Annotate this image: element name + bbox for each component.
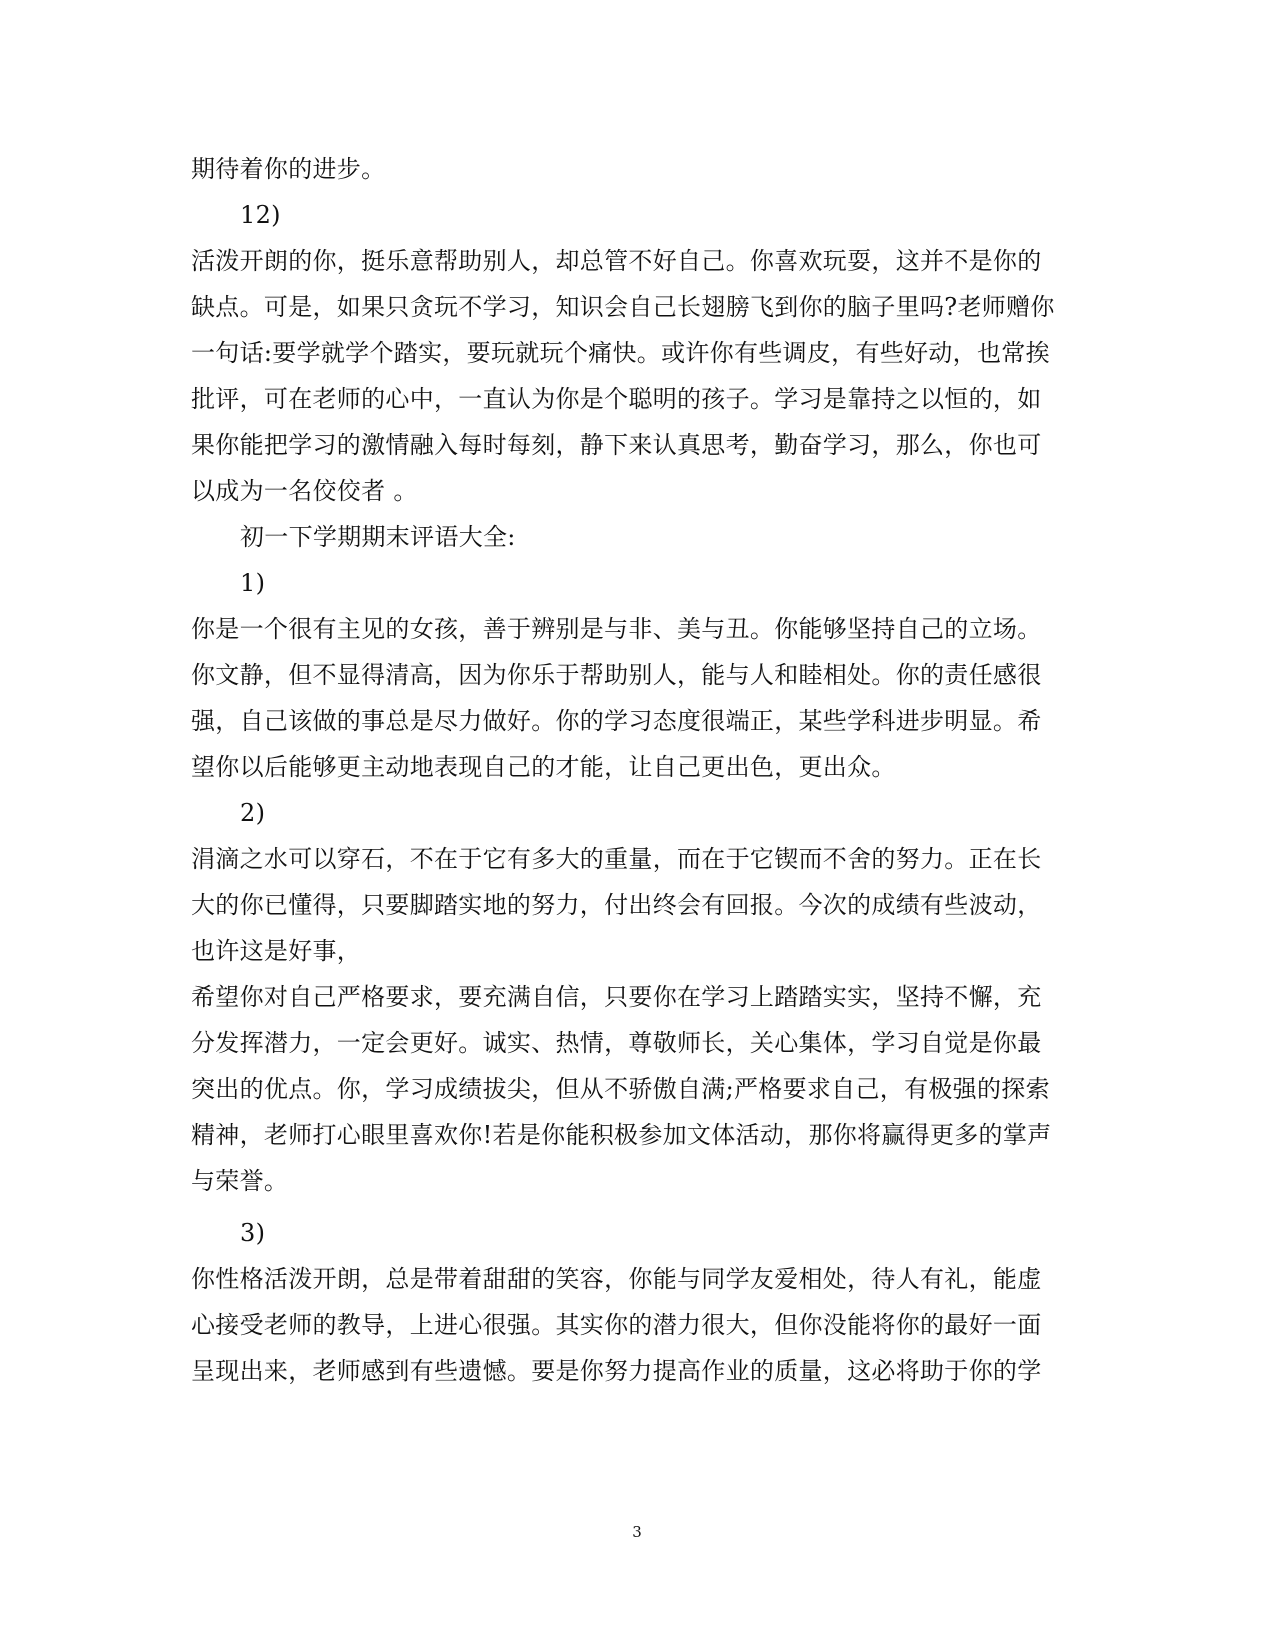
text-line: 批评，可在老师的心中，一直认为你是个聪明的孩子。学习是靠持之以恒的，如 (191, 385, 1042, 413)
section-heading: 初一下学期期末评语大全: (240, 523, 516, 551)
text-line: 心接受老师的教导，上进心很强。其实你的潜力很大，但你没能将你的最好一面 (191, 1311, 1042, 1339)
text-line: 活泼开朗的你，挺乐意帮助别人，却总管不好自己。你喜欢玩耍，这并不是你的 (191, 247, 1042, 275)
text-line: 期待着你的进步。 (191, 155, 386, 183)
text-line: 与荣誉。 (191, 1167, 289, 1195)
text-line: 精神，老师打心眼里喜欢你!若是你能积极参加文体活动，那你将赢得更多的掌声 (191, 1121, 1052, 1149)
text-line: 大的你已懂得，只要脚踏实地的努力，付出终会有回报。今次的成绩有些波动， (191, 891, 1042, 919)
text-line: 强，自己该做的事总是尽力做好。你的学习态度很端正，某些学科进步明显。希 (191, 707, 1042, 735)
page-number: 3 (632, 1523, 642, 1541)
text-line: 分发挥潜力，一定会更好。诚实、热情，尊敬师长，关心集体，学习自觉是你最 (191, 1029, 1042, 1057)
text-line: 呈现出来，老师感到有些遗憾。要是你努力提高作业的质量，这必将助于你的学 (191, 1357, 1042, 1385)
text-line: 你性格活泼开朗，总是带着甜甜的笑容，你能与同学友爱相处，待人有礼，能虚 (191, 1265, 1042, 1293)
text-line: 一句话:要学就学个踏实，要玩就玩个痛快。或许你有些调皮，有些好动，也常挨 (191, 339, 1050, 367)
text-line: 以成为一名佼佼者 。 (191, 477, 418, 505)
item-number: 2) (240, 799, 266, 827)
item-number: 12) (240, 201, 281, 229)
text-line: 也许这是好事， (191, 937, 362, 965)
text-line: 望你以后能够更主动地表现自己的才能，让自己更出色，更出众。 (191, 753, 896, 781)
text-line: 突出的优点。你，学习成绩拔尖，但从不骄傲自满;严格要求自己，有极强的探索 (191, 1075, 1050, 1103)
item-number: 1) (240, 569, 266, 597)
text-line: 你文静，但不显得清高，因为你乐于帮助别人，能与人和睦相处。你的责任感很 (191, 661, 1042, 689)
text-line: 缺点。可是，如果只贪玩不学习，知识会自己长翅膀飞到你的脑子里吗?老师赠你 (191, 293, 1055, 321)
text-line: 果你能把学习的激情融入每时每刻，静下来认真思考，勤奋学习，那么，你也可 (191, 431, 1042, 459)
item-number: 3) (240, 1219, 266, 1247)
text-line: 涓滴之水可以穿石，不在于它有多大的重量，而在于它锲而不舍的努力。正在长 (191, 845, 1042, 873)
text-line: 你是一个很有主见的女孩，善于辨别是与非、美与丑。你能够坚持自己的立场。 (191, 615, 1042, 643)
text-line: 希望你对自己严格要求，要充满自信，只要你在学习上踏踏实实，坚持不懈，充 (191, 983, 1042, 1011)
